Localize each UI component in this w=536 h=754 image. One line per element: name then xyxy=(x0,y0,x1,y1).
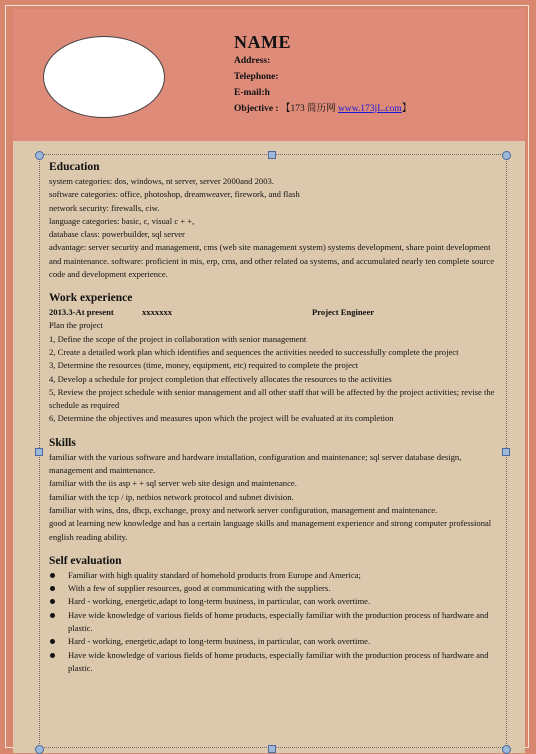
work-section xyxy=(49,291,495,425)
self-evaluation-list xyxy=(49,569,495,675)
work-line: 6, Determine the objectives and measures upon which the project will be evaluated at its completion xyxy=(49,413,394,424)
skills-line: familiar with the tcp / ip, netbios network protocol and subnet division. xyxy=(49,491,294,502)
education-title: Education xyxy=(49,161,100,173)
resize-handle-top-center[interactable] xyxy=(268,151,276,159)
resume-name[interactable]: NAME xyxy=(234,32,291,52)
education-section xyxy=(49,160,495,281)
contact-info xyxy=(234,31,411,117)
skills-title: Skills xyxy=(49,436,76,449)
list-item: Have wide knowledge of various fields of home products, especially familiar with the production process of hardware and plastic. xyxy=(49,609,495,636)
list-item: Hard - working, energetic,adapt to long-term business, in particular, can work overtime. xyxy=(49,595,495,608)
education-line: network security: firewalls, ciw. xyxy=(49,202,160,213)
objective-prefix: 【173 简历网 xyxy=(280,104,338,114)
photo-placeholder[interactable] xyxy=(43,36,165,118)
work-line: 2, Create a detailed work plan which identifies and sequences the activities needed to successfully complete the project xyxy=(49,346,459,357)
skills-line: good at learning new knowledge and has a certain language skills and management experience and strong computer professional english reading ability. xyxy=(49,518,492,542)
education-line: system categories: dos, windows, nt server, server 2000and 2003. xyxy=(49,176,274,186)
job-header-row xyxy=(49,306,495,319)
work-line: 4, Develop a schedule for project completion that effectively allocates the resources to the activities xyxy=(49,373,392,384)
objective-line[interactable] xyxy=(234,101,411,117)
list-item: Familiar with high quality standard of homehold products from Europe and America; xyxy=(49,569,495,582)
skills-line: familiar with the iis asp + + sql server web site design and maintenance. xyxy=(49,478,297,489)
skills-line: familiar with wins, dns, dhcp, exchange, proxy and network server configuration, management and maintenance. xyxy=(49,504,438,515)
skills-line: familiar with the various software and hardware installation, configuration and maintenance; sql server database design, management and maintenance. xyxy=(49,451,462,476)
resume-content[interactable] xyxy=(49,160,495,675)
resize-handle-middle-left[interactable] xyxy=(35,448,43,456)
resize-handle-top-left[interactable] xyxy=(35,151,44,160)
work-line: 1, Define the scope of the project in collaboration with senior management xyxy=(49,333,307,344)
job-date: 2013.3-At present xyxy=(49,307,114,318)
job-position: Project Engineer xyxy=(312,307,375,318)
resize-handle-middle-right[interactable] xyxy=(502,448,510,456)
job-company: xxxxxxx xyxy=(142,307,173,318)
resize-handle-top-right[interactable] xyxy=(502,151,511,160)
resize-handle-bottom-center[interactable] xyxy=(268,745,276,753)
work-title: Work experience xyxy=(49,292,133,305)
education-line: language categories: basic, c, visual c + +, xyxy=(49,215,195,226)
resume-header xyxy=(13,9,525,141)
self-evaluation-section xyxy=(49,554,495,675)
work-line: 3, Determine the resources (time, money, equipment, etc) required to complete the project xyxy=(49,360,359,371)
list-item: With a few of supplier resources, good at communicating with the suppliers. xyxy=(49,582,495,595)
objective-label: Objective : xyxy=(234,104,279,114)
address-label[interactable]: Address: xyxy=(234,56,271,66)
work-line: 5, Review the project schedule with senior management and all other staff that will be affected by the project activities; revise the schedule as required xyxy=(49,386,495,411)
education-line: software categories: office, photoshop, dreamweaver, firework, and flash xyxy=(49,189,300,200)
skills-section xyxy=(49,436,495,544)
education-line: database class: powerbuilder, sql server xyxy=(49,229,185,240)
objective-suffix: 】 xyxy=(401,104,412,114)
education-line: advantage: server security and management, cms (web site management system) systems development, share point development and maintenance. software: proficient in mis, erp, cms, and other related oa systems, and accumulated nearly ten complete source code and development experience. xyxy=(49,242,495,280)
email-label[interactable]: E-mail:h xyxy=(234,88,270,98)
objective-link[interactable]: www.173jL.com xyxy=(337,104,402,114)
list-item: Have wide knowledge of various fields of home products, especially familiar with the production process of hardware and plastic. xyxy=(49,649,495,676)
work-line: Plan the project xyxy=(49,320,103,331)
telephone-label[interactable]: Telephone: xyxy=(234,72,279,82)
self-evaluation-title: Self evaluation xyxy=(49,554,122,567)
list-item: Hard - working, energetic,adapt to long-term business, in particular, can work overtime. xyxy=(49,635,495,648)
